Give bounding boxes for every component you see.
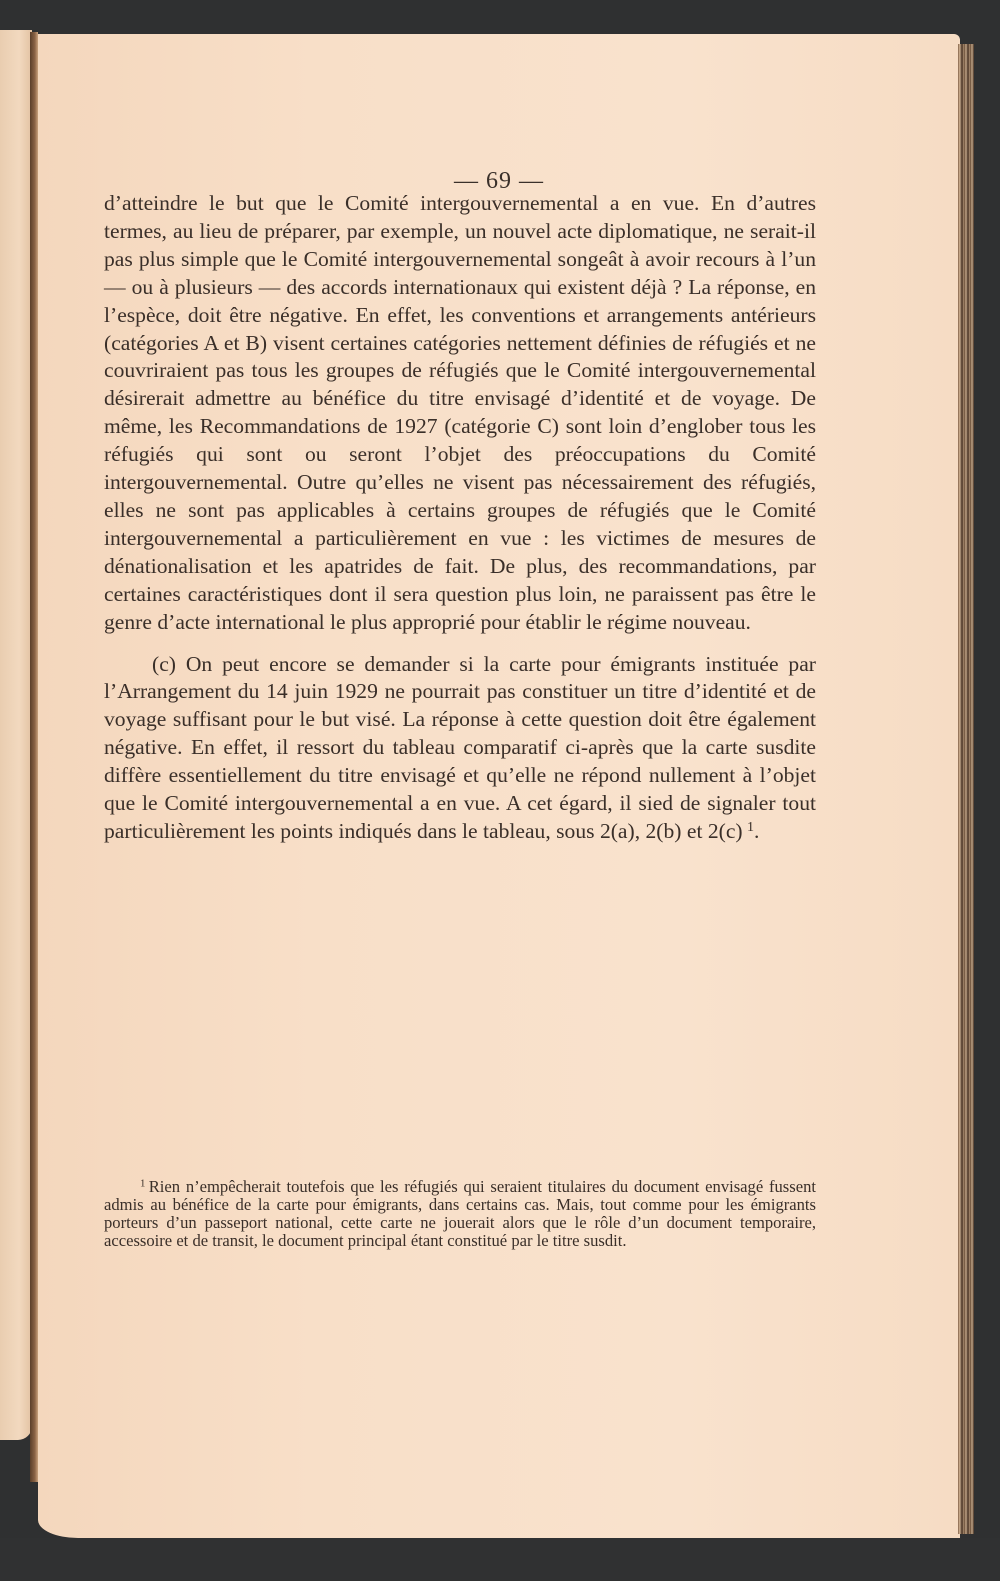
scan-background (0, 1538, 1000, 1581)
paragraph: d’atteindre le but que le Comité intergouvernemental a en vue. En d’autres termes, au lieu de préparer, par exemple, un nouvel acte diplomatique, ne serait-il pas plus simple que le Comité intergouvernemental songeât à avoir recours à l’un — ou à plusieurs — des accords internationaux qui existent déjà ? La réponse, en l’espèce, doit être négative. En effet, les conventions et arrangements antérieurs (catégories A et B) visent certaines catégories nettement définies de réfugiés et ne couvriraient pas tous les groupes de réfugiés que le Comité intergouvernemental désirerait admettre au bénéfice du titre envisagé d’identité et de voyage. De même, les Recommandations de 1927 (catégorie C) sont loin d’englober tous les réfugiés qui sont ou seront l’objet des préoccupations du Comité intergouvernemental. Outre qu’elles ne visent pas nécessairement des réfugiés, elles ne sont pas applicables à certains groupes de réfugiés que le Comité intergouvernemental a particulièrement en vue : les victimes de mesures de dénationalisation et les apatrides de fait. De plus, des recommandations, par certaines caractéristiques dont il sera question plus loin, ne paraissent pas être le genre d’acte international le plus approprié pour établir le régime nouveau. (104, 191, 816, 634)
page-number: — 69 — (454, 168, 544, 194)
book-gutter (30, 32, 38, 1482)
paragraph-text: (c) On peut encore se demander si la carte pour émigrants instituée par l’Arrangement du 14 juin 1929 ne pourrait pas constituer un titre d’identité et de voyage suffisant pour le but visé. La réponse à cette question doit être également négative. En effet, il ressort du tableau comparatif ci-après que la carte susdite diffère essentiellement du titre envisagé et qu’elle ne répond nullement à l’objet que le Comité intergouvernemental a en vue. A cet égard, il sied de signaler tout particulièrement les points indiqués dans le tableau, sous 2(a), 2(b) et 2(c) (104, 651, 816, 843)
footnote-reference: 1 (746, 818, 754, 835)
footnote (104, 1178, 816, 1250)
footnote-marker: 1 (140, 1177, 146, 1190)
page-stack-edges (958, 44, 974, 1534)
paragraph: (c) On peut encore se demander si la carte pour émigrants instituée par l’Arrangement du 14 juin 1929 ne pourrait pas constituer un titre d’identité et de voyage suffisant pour le but visé. La réponse à cette question doit être également négative. En effet, il ressort du tableau comparatif ci-après que la carte susdite diffère essentiellement du titre envisagé et qu’elle ne répond nullement à l’objet que le Comité intergouvernemental a en vue. A cet égard, il sied de signaler tout particulièrement les points indiqués dans le tableau, sous 2(a), 2(b) et 2(c) $^1$. (104, 651, 816, 843)
facing-page-edge (0, 30, 32, 1440)
body-text (104, 190, 816, 846)
footnote-text: Rien n’empêcherait toutefois que les réfugiés qui seraient titulaires du document envisagé fussent admis au bénéfice de la carte pour émigrants, dans certains cas. Mais, tout comme pour les émigrants porteurs d’un passeport national, cette carte ne jouerait alors que le rôle d’un document temporaire, accessoire et de transit, le document principal étant constitué par le titre susdit. (104, 1177, 816, 1250)
